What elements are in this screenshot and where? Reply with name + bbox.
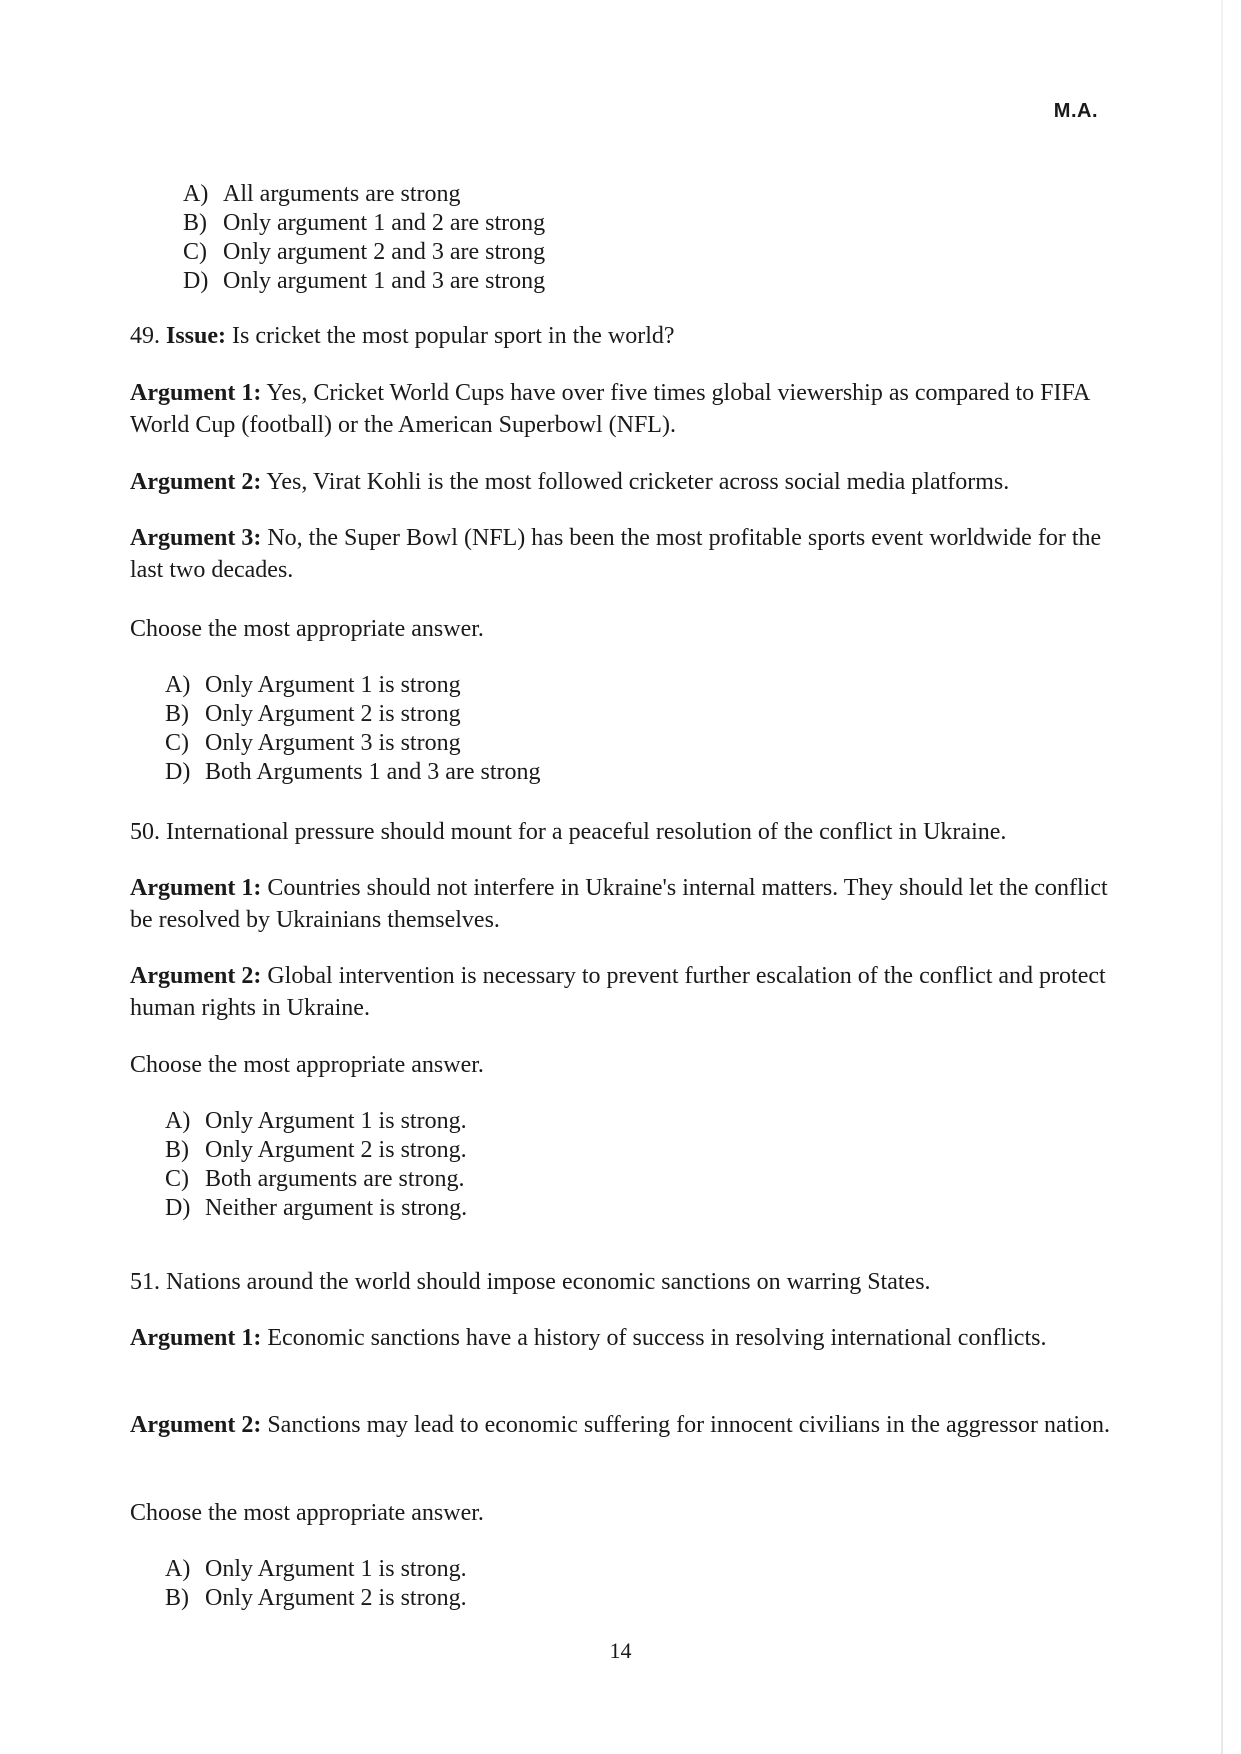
option-item: A) Only Argument 1 is strong xyxy=(165,672,461,698)
option-item: C) Only Argument 3 is strong xyxy=(165,730,461,756)
q49-argument-1 xyxy=(130,377,1114,441)
q48-options xyxy=(183,180,545,296)
q51-prompt: Choose the most appropriate answer. xyxy=(130,1500,484,1526)
option-item: B) Only argument 1 and 2 are strong xyxy=(183,210,546,236)
q51-statement xyxy=(130,1266,1114,1298)
question-number: 50. xyxy=(130,819,160,845)
argument-text: Global intervention is necessary to prevent further escalation of the conflict and protect human rights in Ukraine. xyxy=(130,963,1106,1021)
q51-argument-2 xyxy=(130,1409,1114,1441)
argument-label: Argument 3: xyxy=(130,525,262,551)
q49-argument-2 xyxy=(130,466,1114,498)
page-number: 14 xyxy=(609,1638,632,1663)
question-number: 51. xyxy=(130,1269,160,1295)
option-item: A) All arguments are strong xyxy=(183,181,461,207)
q50-argument-1 xyxy=(130,872,1114,936)
argument-label: Argument 1: xyxy=(130,875,262,901)
option-item: C) Only argument 2 and 3 are strong xyxy=(183,239,546,265)
q50-options xyxy=(165,1107,467,1223)
statement-text: International pressure should mount for a peaceful resolution of the conflict in Ukraine. xyxy=(160,819,1007,845)
argument-label: Argument 1: xyxy=(130,1325,262,1351)
option-item: D) Both Arguments 1 and 3 are strong xyxy=(165,759,541,785)
argument-label: Argument 2: xyxy=(130,963,262,989)
statement-text: Nations around the world should impose economic sanctions on warring States. xyxy=(160,1269,931,1295)
q51-argument-1 xyxy=(130,1322,1114,1354)
q50-argument-2 xyxy=(130,960,1114,1024)
option-item: A) Only Argument 1 is strong. xyxy=(165,1556,467,1582)
q50-prompt: Choose the most appropriate answer. xyxy=(130,1052,484,1078)
page-edge-shadow xyxy=(1221,0,1223,1754)
argument-text: Economic sanctions have a history of success in resolving international conflicts. xyxy=(261,1325,1047,1351)
option-item: D) Neither argument is strong. xyxy=(165,1195,468,1221)
issue-text: Is cricket the most popular sport in the world? xyxy=(226,323,675,349)
question-number: 49. xyxy=(130,323,160,349)
course-code: M.A. xyxy=(1053,100,1098,122)
argument-text: Countries should not interfere in Ukraine's internal matters. They should let the conflict be resolved by Ukrainians themselves. xyxy=(130,875,1108,933)
option-item: D) Only argument 1 and 3 are strong xyxy=(183,268,546,294)
q49-prompt: Choose the most appropriate answer. xyxy=(130,616,484,642)
argument-text: No, the Super Bowl (NFL) has been the most profitable sports event worldwide for the last two decades. xyxy=(130,525,1102,583)
option-item: A) Only Argument 1 is strong. xyxy=(165,1108,467,1134)
argument-label: Argument 2: xyxy=(130,469,262,495)
option-item: B) Only Argument 2 is strong. xyxy=(165,1137,467,1163)
option-item: B) Only Argument 2 is strong xyxy=(165,701,461,727)
q49-options xyxy=(165,671,541,787)
option-item: B) Only Argument 2 is strong. xyxy=(165,1585,467,1611)
argument-text: Yes, Cricket World Cups have over five times global viewership as compared to FIFA World Cup (football) or the American Superbowl (NFL). xyxy=(130,380,1090,438)
issue-label: Issue: xyxy=(166,323,227,349)
argument-text: Yes, Virat Kohli is the most followed cricketer across social media platforms. xyxy=(261,469,1010,495)
argument-text: Sanctions may lead to economic suffering for innocent civilians in the aggressor nation. xyxy=(261,1412,1110,1438)
q49-issue xyxy=(130,320,1114,352)
argument-label: Argument 1: xyxy=(130,380,262,406)
q49-argument-3 xyxy=(130,522,1114,586)
option-item: C) Both arguments are strong. xyxy=(165,1166,465,1192)
q50-statement xyxy=(130,816,1114,848)
argument-label: Argument 2: xyxy=(130,1412,262,1438)
q51-options xyxy=(165,1555,467,1613)
